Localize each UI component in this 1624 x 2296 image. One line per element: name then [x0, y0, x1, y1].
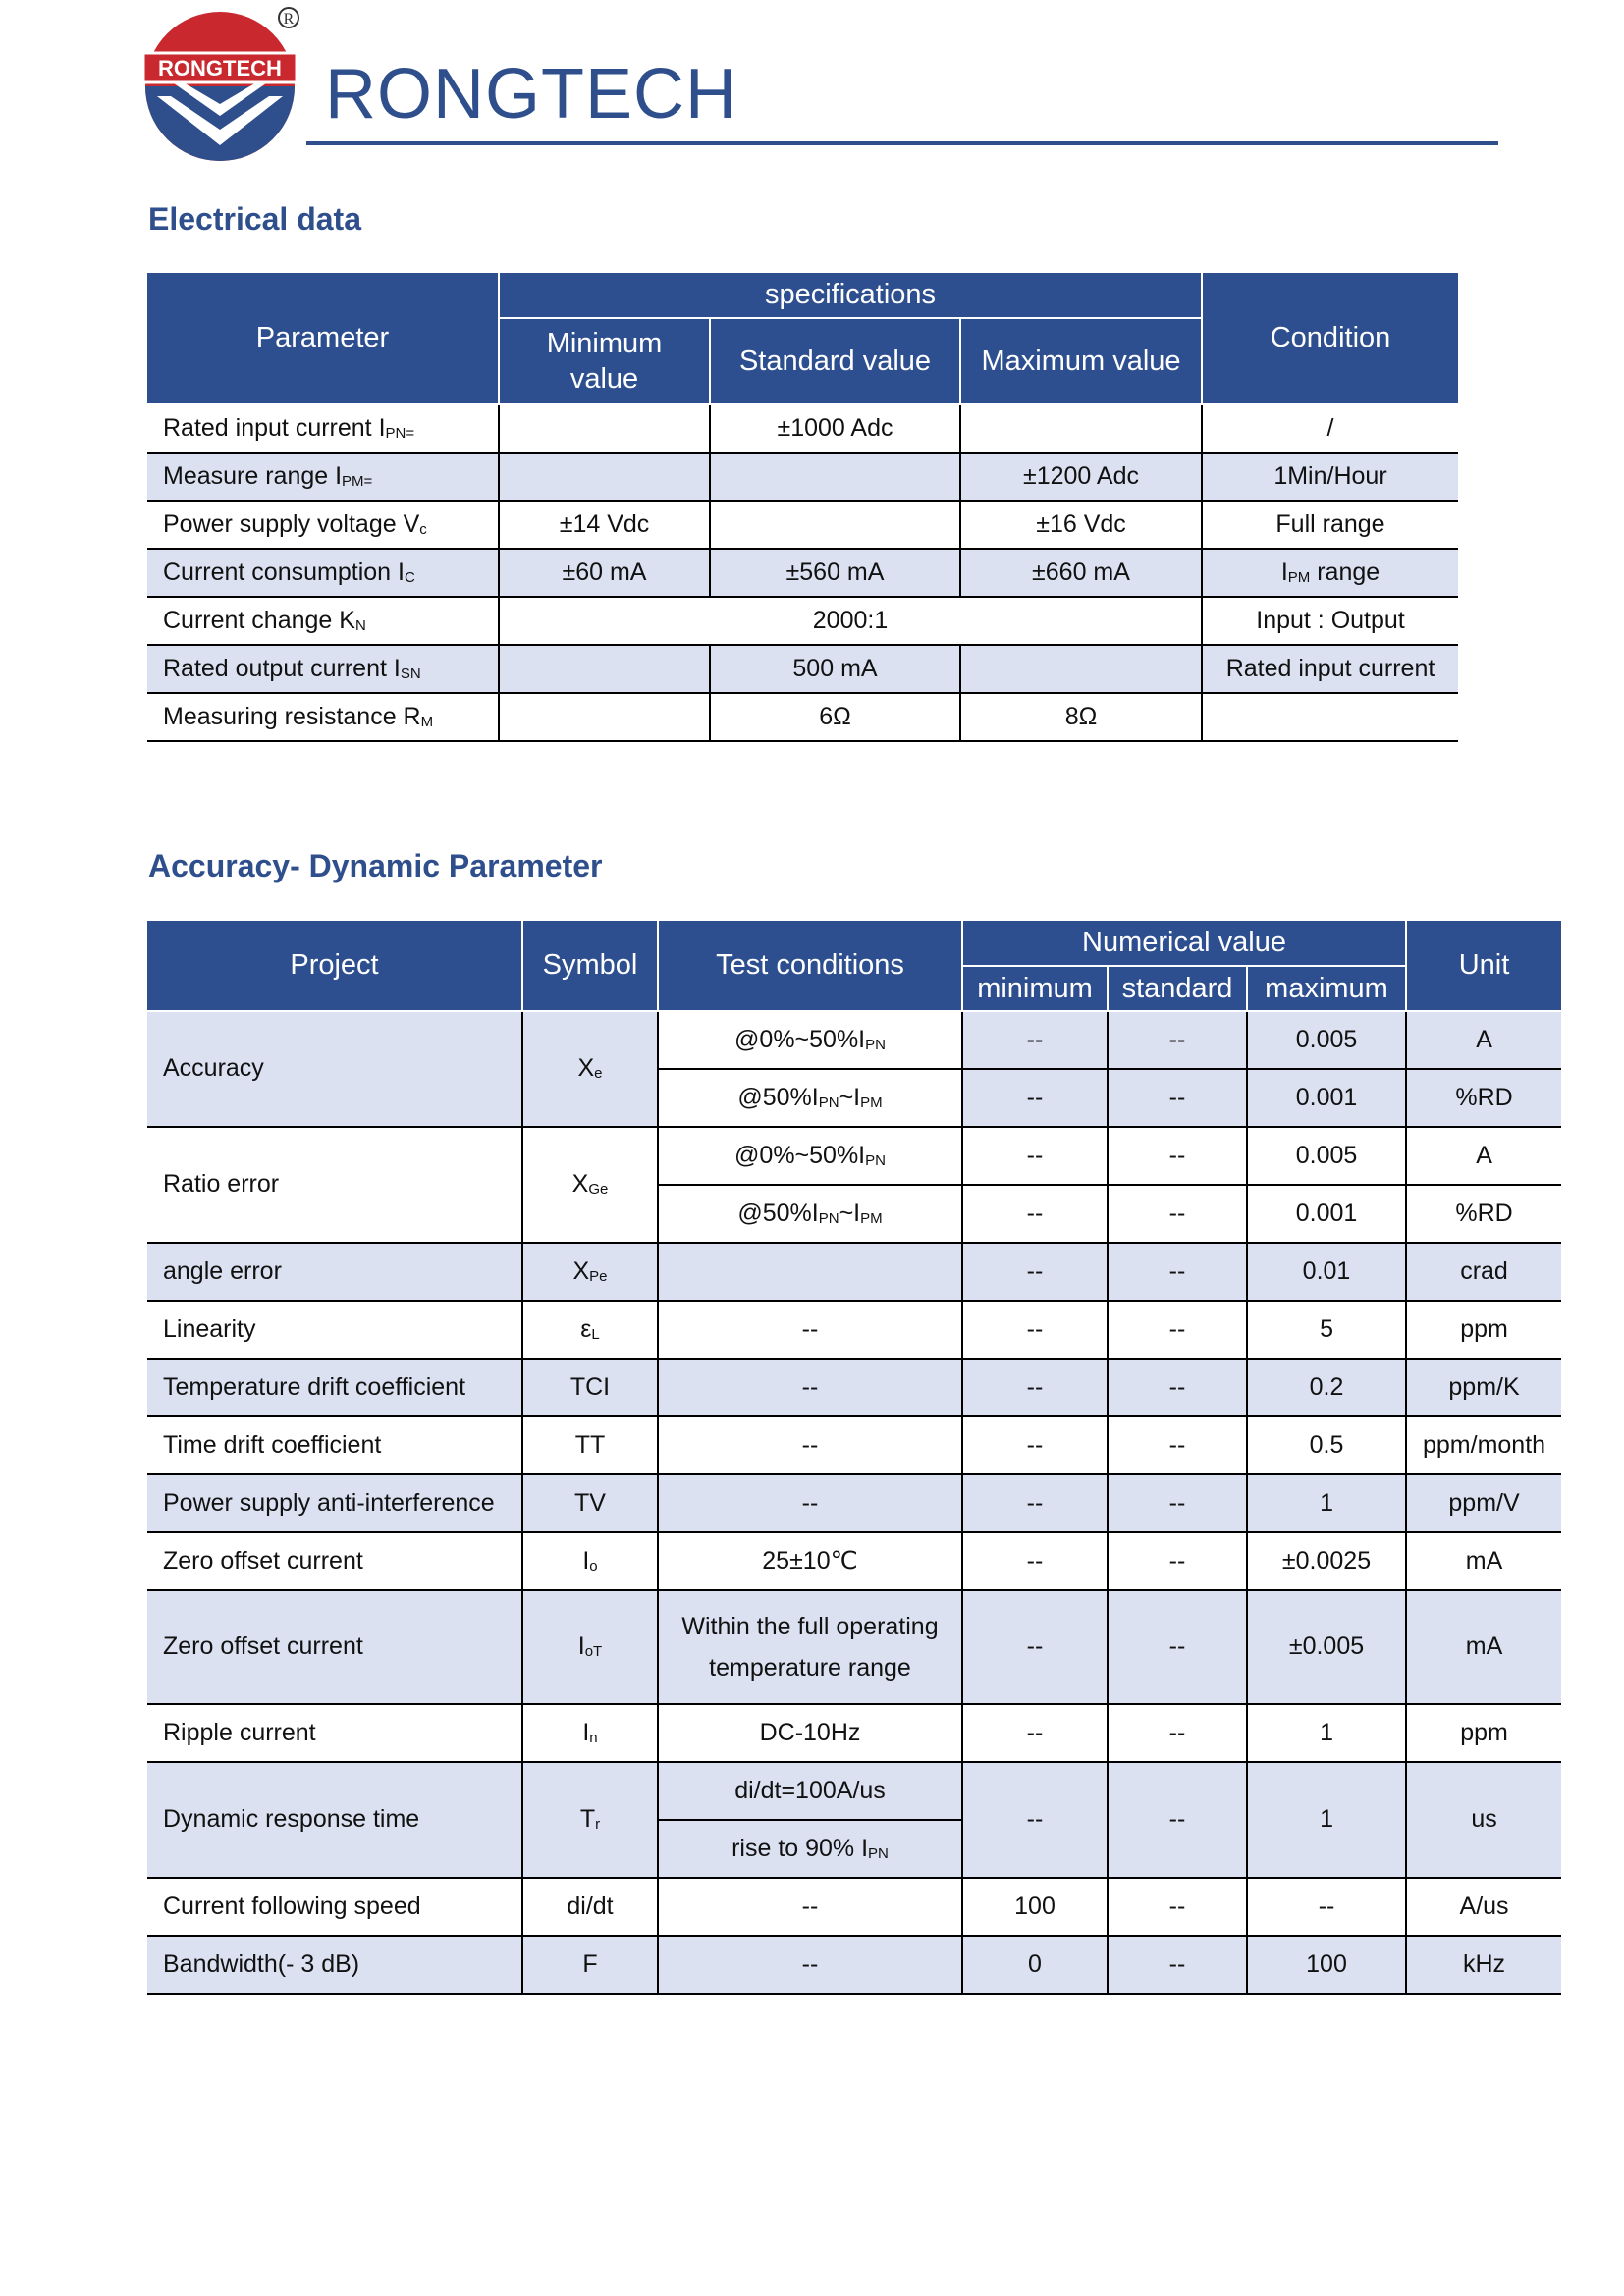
max-cell: 0.01: [1247, 1243, 1406, 1301]
table-row: [147, 1127, 1561, 1185]
unit-cell: ppm: [1406, 1704, 1561, 1762]
condition-subscript: PN: [818, 1209, 839, 1227]
condition-subscript: PN: [865, 1151, 886, 1169]
symbol-label: I: [582, 1718, 590, 1746]
param-label: Measuring resistance R: [163, 702, 421, 730]
condition-cell: [1202, 549, 1458, 597]
std-cell: [710, 453, 960, 501]
header-minimum-line1: Minimum: [546, 327, 663, 359]
max-cell: 0.001: [1247, 1069, 1406, 1127]
unit-cell: us: [1406, 1762, 1561, 1878]
symbol-cell: [522, 1590, 658, 1704]
min-cell: --: [962, 1416, 1108, 1474]
project-cell: Ratio error: [147, 1127, 522, 1243]
min-cell: --: [962, 1704, 1108, 1762]
max-cell: [960, 404, 1202, 453]
unit-cell: crad: [1406, 1243, 1561, 1301]
project-cell: Bandwidth(- 3 dB): [147, 1936, 522, 1994]
min-cell: [499, 693, 710, 741]
max-cell: 8Ω: [960, 693, 1202, 741]
max-cell: ±16 Vdc: [960, 501, 1202, 549]
unit-cell: %RD: [1406, 1069, 1561, 1127]
std-cell: --: [1108, 1704, 1247, 1762]
min-cell: 0: [962, 1936, 1108, 1994]
table-row: [147, 1011, 1561, 1069]
header-standard: standard: [1108, 966, 1247, 1011]
std-cell: --: [1108, 1762, 1247, 1878]
param-cell: [147, 453, 499, 501]
symbol-cell: [522, 1243, 658, 1301]
min-cell: --: [962, 1532, 1108, 1590]
header-project: Project: [147, 921, 522, 1011]
symbol-label: ε: [580, 1314, 592, 1343]
header-rule: [306, 141, 1498, 145]
brand-name: RONGTECH: [325, 55, 737, 133]
symbol-cell: [522, 1301, 658, 1359]
project-cell: Time drift coefficient: [147, 1416, 522, 1474]
unit-cell: kHz: [1406, 1936, 1561, 1994]
table-row: [147, 1474, 1561, 1532]
condition-cell: --: [658, 1474, 962, 1532]
project-cell: Current following speed: [147, 1878, 522, 1936]
unit-cell: mA: [1406, 1590, 1561, 1704]
symbol-cell: [522, 1762, 658, 1878]
table-row: [147, 1243, 1561, 1301]
symbol-subscript: Ge: [588, 1181, 609, 1199]
std-cell: 500 mA: [710, 645, 960, 693]
symbol-cell: [522, 1532, 658, 1590]
condition-subscript: PM: [860, 1094, 883, 1111]
param-subscript: M: [420, 713, 434, 730]
param-label: Current consumption I: [163, 558, 405, 586]
condition-cell: [658, 1185, 962, 1243]
symbol-cell: [522, 1127, 658, 1243]
param-label: Rated input current I: [163, 413, 386, 442]
std-cell: ±560 mA: [710, 549, 960, 597]
std-cell: 6Ω: [710, 693, 960, 741]
project-cell: Ripple current: [147, 1704, 522, 1762]
max-cell: 0.001: [1247, 1185, 1406, 1243]
param-cell: [147, 597, 499, 645]
condition-cell: Full range: [1202, 501, 1458, 549]
condition-cell: 1Min/Hour: [1202, 453, 1458, 501]
max-cell: ±0.0025: [1247, 1532, 1406, 1590]
table-row: [147, 1301, 1561, 1359]
condition-cell: [658, 1069, 962, 1127]
min-cell: --: [962, 1359, 1108, 1416]
symbol-label: I: [577, 1632, 585, 1661]
max-cell: 100: [1247, 1936, 1406, 1994]
param-label: Power supply voltage V: [163, 509, 420, 538]
header-minimum: minimum: [962, 966, 1108, 1011]
std-cell: --: [1108, 1878, 1247, 1936]
param-label: Rated output current I: [163, 654, 401, 682]
unit-cell: A: [1406, 1127, 1561, 1185]
header-specifications: specifications: [499, 273, 1202, 318]
std-cell: --: [1108, 1185, 1247, 1243]
symbol-cell: TT: [522, 1416, 658, 1474]
std-cell: [710, 501, 960, 549]
param-label: Measure range I: [163, 461, 343, 490]
max-cell: [960, 645, 1202, 693]
unit-cell: %RD: [1406, 1185, 1561, 1243]
header-maximum: maximum: [1247, 966, 1406, 1011]
accuracy-title: Accuracy- Dynamic Parameter: [148, 848, 603, 883]
condition-cell: [658, 1127, 962, 1185]
max-cell: 1: [1247, 1704, 1406, 1762]
electrical-data-table: [147, 273, 1458, 742]
table-row: [147, 1416, 1561, 1474]
condition-cell: [658, 1590, 962, 1704]
header-maximum-value: Maximum value: [960, 318, 1202, 404]
condition-line2: temperature range: [709, 1654, 911, 1682]
condition-cell: --: [658, 1416, 962, 1474]
unit-cell: ppm/month: [1406, 1416, 1561, 1474]
header-condition: Condition: [1202, 273, 1458, 404]
project-cell: angle error: [147, 1243, 522, 1301]
table-row: [147, 501, 1458, 549]
param-subscript: C: [404, 568, 415, 586]
unit-cell: A/us: [1406, 1878, 1561, 1936]
symbol-subscript: r: [595, 1816, 601, 1834]
header-unit: Unit: [1406, 921, 1561, 1011]
table-row: [147, 1359, 1561, 1416]
param-label: Current change K: [163, 606, 355, 634]
rongtech-logo: [143, 6, 302, 165]
condition-label: rise to 90% I: [731, 1834, 869, 1862]
table-row: [147, 645, 1458, 693]
symbol-label: I: [582, 1546, 590, 1575]
project-cell: Dynamic response time: [147, 1762, 522, 1878]
std-cell: --: [1108, 1127, 1247, 1185]
project-cell: Zero offset current: [147, 1590, 522, 1704]
condition-cell: [658, 1011, 962, 1069]
condition-cell: --: [658, 1359, 962, 1416]
max-cell: 0.5: [1247, 1416, 1406, 1474]
header-minimum-value: [499, 318, 710, 404]
project-cell: Linearity: [147, 1301, 522, 1359]
param-subscript: N: [354, 616, 366, 634]
table-row: [147, 1704, 1561, 1762]
condition-line1: Within the full operating: [681, 1612, 939, 1640]
project-cell: Accuracy: [147, 1011, 522, 1127]
min-cell: --: [962, 1301, 1108, 1359]
table-row: [147, 549, 1458, 597]
condition-cell: [658, 1243, 962, 1301]
table-row: [147, 1590, 1561, 1704]
min-cell: --: [962, 1011, 1108, 1069]
table-row: [147, 693, 1458, 741]
min-cell: --: [962, 1243, 1108, 1301]
param-cell: [147, 693, 499, 741]
max-cell: ±0.005: [1247, 1590, 1406, 1704]
header-minimum-line2: value: [569, 363, 639, 395]
symbol-subscript: Pe: [589, 1267, 608, 1285]
symbol-cell: [522, 1011, 658, 1127]
min-cell: --: [962, 1185, 1108, 1243]
condition-cell: --: [658, 1878, 962, 1936]
std-cell: --: [1108, 1359, 1247, 1416]
condition-label: I: [1280, 558, 1288, 586]
min-cell: --: [962, 1069, 1108, 1127]
registered-mark: R: [283, 11, 295, 27]
param-subscript: PM=: [342, 472, 373, 490]
electrical-data-title: Electrical data: [148, 201, 361, 237]
min-cell: ±14 Vdc: [499, 501, 710, 549]
logo-text: RONGTECH: [158, 56, 282, 80]
max-cell: --: [1247, 1878, 1406, 1936]
accuracy-table: [147, 921, 1561, 1995]
symbol-subscript: L: [591, 1325, 600, 1343]
symbol-label: X: [571, 1170, 589, 1199]
max-cell: 1: [1247, 1474, 1406, 1532]
table-row: [147, 1878, 1561, 1936]
unit-cell: A: [1406, 1011, 1561, 1069]
std-cell: --: [1108, 1069, 1247, 1127]
symbol-subscript: oT: [584, 1643, 603, 1661]
min-cell: --: [962, 1127, 1108, 1185]
table-row: [147, 1532, 1561, 1590]
condition-subscript: PN: [865, 1036, 886, 1053]
condition-cell: di/dt=100A/us: [658, 1762, 962, 1820]
unit-cell: ppm/K: [1406, 1359, 1561, 1416]
condition-label: @0%~50%I: [734, 1141, 866, 1169]
condition-cell: --: [658, 1936, 962, 1994]
condition-label: @50%I: [737, 1083, 819, 1111]
std-cell: --: [1108, 1301, 1247, 1359]
min-cell: ±60 mA: [499, 549, 710, 597]
condition-rest: range: [1310, 558, 1380, 586]
header-parameter: Parameter: [147, 273, 499, 404]
ratio-cell: 2000:1: [499, 597, 1202, 645]
symbol-subscript: n: [589, 1729, 598, 1746]
max-cell: ±1200 Adc: [960, 453, 1202, 501]
condition-cell: 25±10℃: [658, 1532, 962, 1590]
symbol-cell: [522, 1704, 658, 1762]
condition-cell: [1202, 693, 1458, 741]
condition-cell: /: [1202, 404, 1458, 453]
condition-cell: [658, 1820, 962, 1878]
std-cell: --: [1108, 1416, 1247, 1474]
param-cell: [147, 404, 499, 453]
condition-label: @50%I: [737, 1199, 819, 1227]
symbol-label: X: [572, 1256, 590, 1285]
min-cell: --: [962, 1474, 1108, 1532]
symbol-cell: TCI: [522, 1359, 658, 1416]
param-cell: [147, 549, 499, 597]
unit-cell: mA: [1406, 1532, 1561, 1590]
condition-cell: DC-10Hz: [658, 1704, 962, 1762]
header-numerical-value: Numerical value: [962, 921, 1406, 966]
condition-cell: --: [658, 1301, 962, 1359]
max-cell: 0.005: [1247, 1127, 1406, 1185]
min-cell: --: [962, 1762, 1108, 1878]
symbol-label: X: [577, 1054, 595, 1083]
symbol-subscript: o: [589, 1557, 598, 1575]
project-cell: Zero offset current: [147, 1532, 522, 1590]
unit-cell: ppm: [1406, 1301, 1561, 1359]
condition-subscript: PM: [860, 1209, 883, 1227]
std-cell: --: [1108, 1243, 1247, 1301]
symbol-cell: F: [522, 1936, 658, 1994]
condition-subscript: PN: [818, 1094, 839, 1111]
std-cell: --: [1108, 1590, 1247, 1704]
min-cell: [499, 453, 710, 501]
max-cell: ±660 mA: [960, 549, 1202, 597]
std-cell: --: [1108, 1474, 1247, 1532]
std-cell: --: [1108, 1936, 1247, 1994]
header-test-conditions: Test conditions: [658, 921, 962, 1011]
condition-subscript: PM: [1287, 568, 1311, 586]
condition-cell: Input : Output: [1202, 597, 1458, 645]
project-cell: Temperature drift coefficient: [147, 1359, 522, 1416]
unit-cell: ppm/V: [1406, 1474, 1561, 1532]
table-row: [147, 597, 1458, 645]
param-subscript: c: [419, 520, 427, 538]
min-cell: [499, 645, 710, 693]
condition-mid: ~I: [839, 1083, 861, 1111]
condition-mid: ~I: [839, 1199, 861, 1227]
header-symbol: Symbol: [522, 921, 658, 1011]
header-standard-value: Standard value: [710, 318, 960, 404]
max-cell: 1: [1247, 1762, 1406, 1878]
max-cell: 5: [1247, 1301, 1406, 1359]
max-cell: 0.2: [1247, 1359, 1406, 1416]
condition-subscript: PN: [868, 1844, 889, 1862]
min-cell: --: [962, 1590, 1108, 1704]
min-cell: 100: [962, 1878, 1108, 1936]
symbol-cell: di/dt: [522, 1878, 658, 1936]
param-subscript: SN: [400, 665, 421, 682]
symbol-label: T: [579, 1805, 596, 1834]
min-cell: [499, 404, 710, 453]
std-cell: ±1000 Adc: [710, 404, 960, 453]
std-cell: --: [1108, 1532, 1247, 1590]
table-row: [147, 1762, 1561, 1820]
table-row: [147, 404, 1458, 453]
condition-cell: Rated input current: [1202, 645, 1458, 693]
param-subscript: PN=: [385, 424, 415, 442]
condition-label: @0%~50%I: [734, 1025, 866, 1053]
std-cell: --: [1108, 1011, 1247, 1069]
max-cell: 0.005: [1247, 1011, 1406, 1069]
param-cell: [147, 501, 499, 549]
param-cell: [147, 645, 499, 693]
table-row: [147, 453, 1458, 501]
symbol-subscript: e: [594, 1065, 603, 1083]
project-cell: Power supply anti-interference: [147, 1474, 522, 1532]
table-row: [147, 1936, 1561, 1994]
symbol-cell: TV: [522, 1474, 658, 1532]
